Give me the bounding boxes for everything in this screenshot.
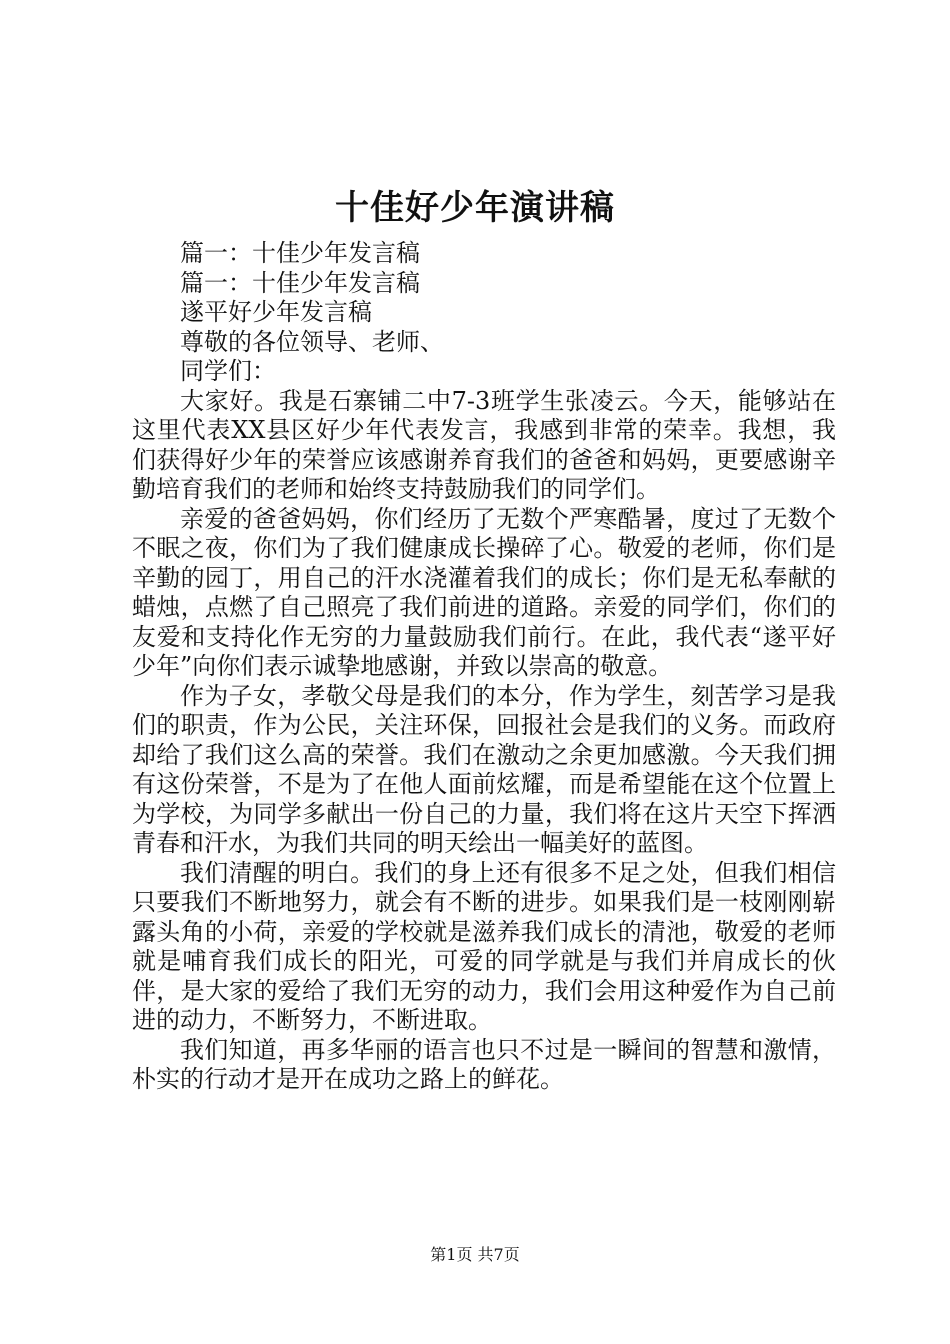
salutation: 同学们： bbox=[180, 357, 276, 385]
section-heading: 遂平好少年发言稿 bbox=[180, 298, 372, 326]
section-heading: 篇一：十佳少年发言稿 bbox=[180, 268, 420, 297]
page-number-footer: 第1页 共7页 bbox=[430, 1245, 520, 1264]
paragraph: 作为子女，孝敬父母是我们的本分，作为学生，刻苦学习是我们的职责，作为公民，关注环保，回报社会是我们的义务。而政府却给了我们这么高的荣誉。我们在激动之余更加感激。今天我们拥有这份荣誉，不是为了在他人面前炫耀，而是希望能在这个位置上为学校，为同学多献出一份自己的力量，我们将在这片天空下挥洒青春和汗水，为我们共同的明天绘出一幅美好的蓝图。 bbox=[132, 681, 836, 857]
paragraph: 大家好。我是石寨铺二中7-3班学生张凌云。今天，能够站在这里代表XX县区好少年代表发言，我感到非常的荣幸。我想，我们获得好少年的荣誉应该感谢养育我们的爸爸和妈妈，更要感谢辛勤培育我们的老师和始终支持鼓励我们的同学们。 bbox=[132, 386, 836, 503]
paragraph: 亲爱的爸爸妈妈，你们经历了无数个严寒酷暑，度过了无数个不眠之夜，你们为了我们健康成长操碎了心。敬爱的老师，你们是辛勤的园丁，用自己的汗水浇灌着我们的成长；你们是无私奉献的蜡烛，点燃了自己照亮了我们前进的道路。亲爱的同学们，你们的友爱和支持化作无穷的力量鼓励我们前行。在此，我代表“遂平好少年”向你们表示诚挚地感谢，并致以崇高的敬意。 bbox=[132, 504, 836, 680]
section-heading: 篇一：十佳少年发言稿 bbox=[180, 239, 420, 267]
paragraph: 我们知道，再多华丽的语言也只不过是一瞬间的智慧和激情，朴实的行动才是开在成功之路上的鲜花。 bbox=[132, 1035, 836, 1093]
salutation: 尊敬的各位领导、老师、 bbox=[180, 327, 444, 356]
document-title: 十佳好少年演讲稿 bbox=[335, 188, 615, 228]
document-body bbox=[132, 239, 836, 1095]
paragraph: 我们清醒的明白。我们的身上还有很多不足之处，但我们相信只要我们不断地努力，就会有不断的进步。如果我们是一枝刚刚崭露头角的小荷，亲爱的学校就是滋养我们成长的清池，敬爱的老师就是哺育我们成长的阳光，可爱的同学就是与我们并肩成长的伙伴，是大家的爱给了我们无穷的动力，我们会用这种爱作为自己前进的动力，不断努力，不断进取。 bbox=[132, 858, 836, 1034]
